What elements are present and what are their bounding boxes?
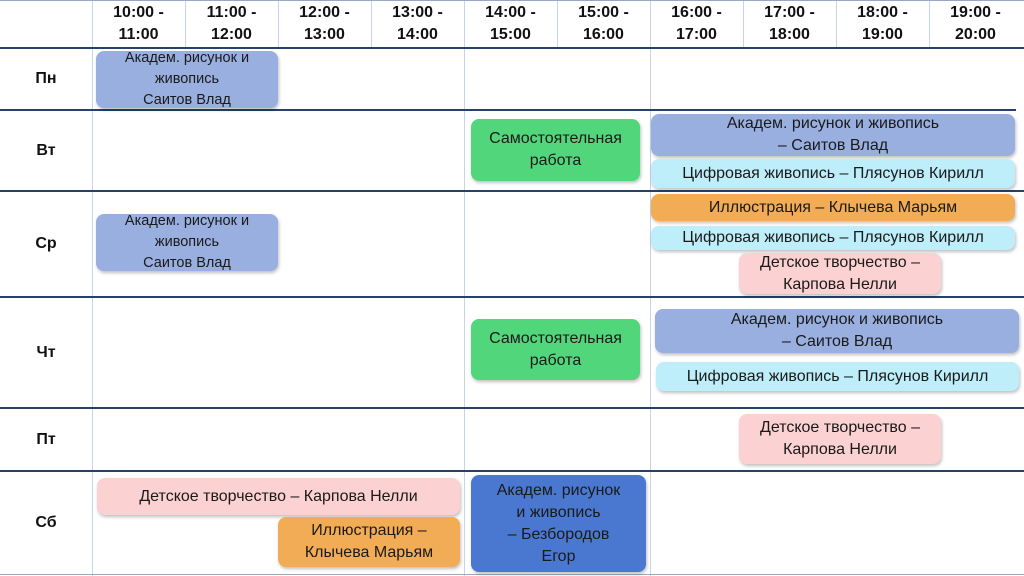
row-divider (0, 407, 1024, 409)
grid-line (464, 0, 465, 576)
grid-line (92, 0, 93, 576)
event-kids-art[interactable]: Детское творчество – Карпова Нелли (739, 253, 941, 294)
time-header-15: 15:00 - 16:00 (578, 4, 629, 43)
day-label-mon: Пн (35, 70, 57, 87)
time-header-16: 16:00 - 17:00 (671, 4, 722, 43)
day-label-tue: Вт (36, 141, 56, 159)
time-header-11: 11:00 - 12:00 (206, 4, 257, 43)
event-digital-painting[interactable]: Цифровая живопись – Плясунов Кирилл (651, 226, 1015, 250)
event-kids-art[interactable]: Детское творчество – Карпова Нелли (97, 478, 460, 515)
time-header-12: 12:00 - 13:00 (299, 4, 350, 43)
day-label-wed: Ср (35, 235, 57, 252)
grid-line (0, 0, 1024, 1)
event-self-study[interactable]: Самостоятельная работа (471, 319, 640, 380)
event-illustration[interactable]: Иллюстрация – Клычева Марьям (651, 194, 1015, 221)
row-divider (0, 190, 1024, 192)
day-label-sat: Сб (35, 514, 57, 531)
event-digital-painting[interactable]: Цифровая живопись – Плясунов Кирилл (651, 159, 1015, 188)
event-kids-art[interactable]: Детское творчество – Карпова Нелли (739, 414, 941, 464)
time-header-10: 10:00 - 11:00 (113, 4, 164, 43)
time-header-19: 19:00 - 20:00 (950, 4, 1001, 43)
event-self-study[interactable]: Самостоятельная работа (471, 119, 640, 181)
event-academic-drawing[interactable]: Академ. рисунок и живопись – Безбородов Егор (471, 475, 646, 572)
event-academic-drawing[interactable]: Академ. рисунок и живопись Саитов Влад (96, 51, 278, 108)
time-header-13: 13:00 - 14:00 (392, 4, 443, 43)
event-academic-drawing[interactable]: Академ. рисунок и живопись – Саитов Влад (655, 309, 1019, 353)
row-divider (0, 296, 1024, 298)
event-illustration[interactable]: Иллюстрация – Клычева Марьям (278, 517, 460, 567)
day-label-fri: Пт (36, 430, 56, 448)
event-academic-drawing[interactable]: Академ. рисунок и живопись Саитов Влад (96, 214, 278, 271)
grid-line (650, 0, 651, 576)
grid-line (0, 574, 1024, 575)
time-header-18: 18:00 - 19:00 (857, 4, 908, 43)
day-label-thu: Чт (36, 343, 56, 361)
time-header-14: 14:00 - 15:00 (485, 4, 536, 43)
event-digital-painting[interactable]: Цифровая живопись – Плясунов Кирилл (656, 362, 1019, 391)
row-divider (0, 470, 1024, 472)
time-header-17: 17:00 - 18:00 (764, 4, 815, 43)
event-academic-drawing[interactable]: Академ. рисунок и живопись – Саитов Влад (651, 114, 1015, 156)
